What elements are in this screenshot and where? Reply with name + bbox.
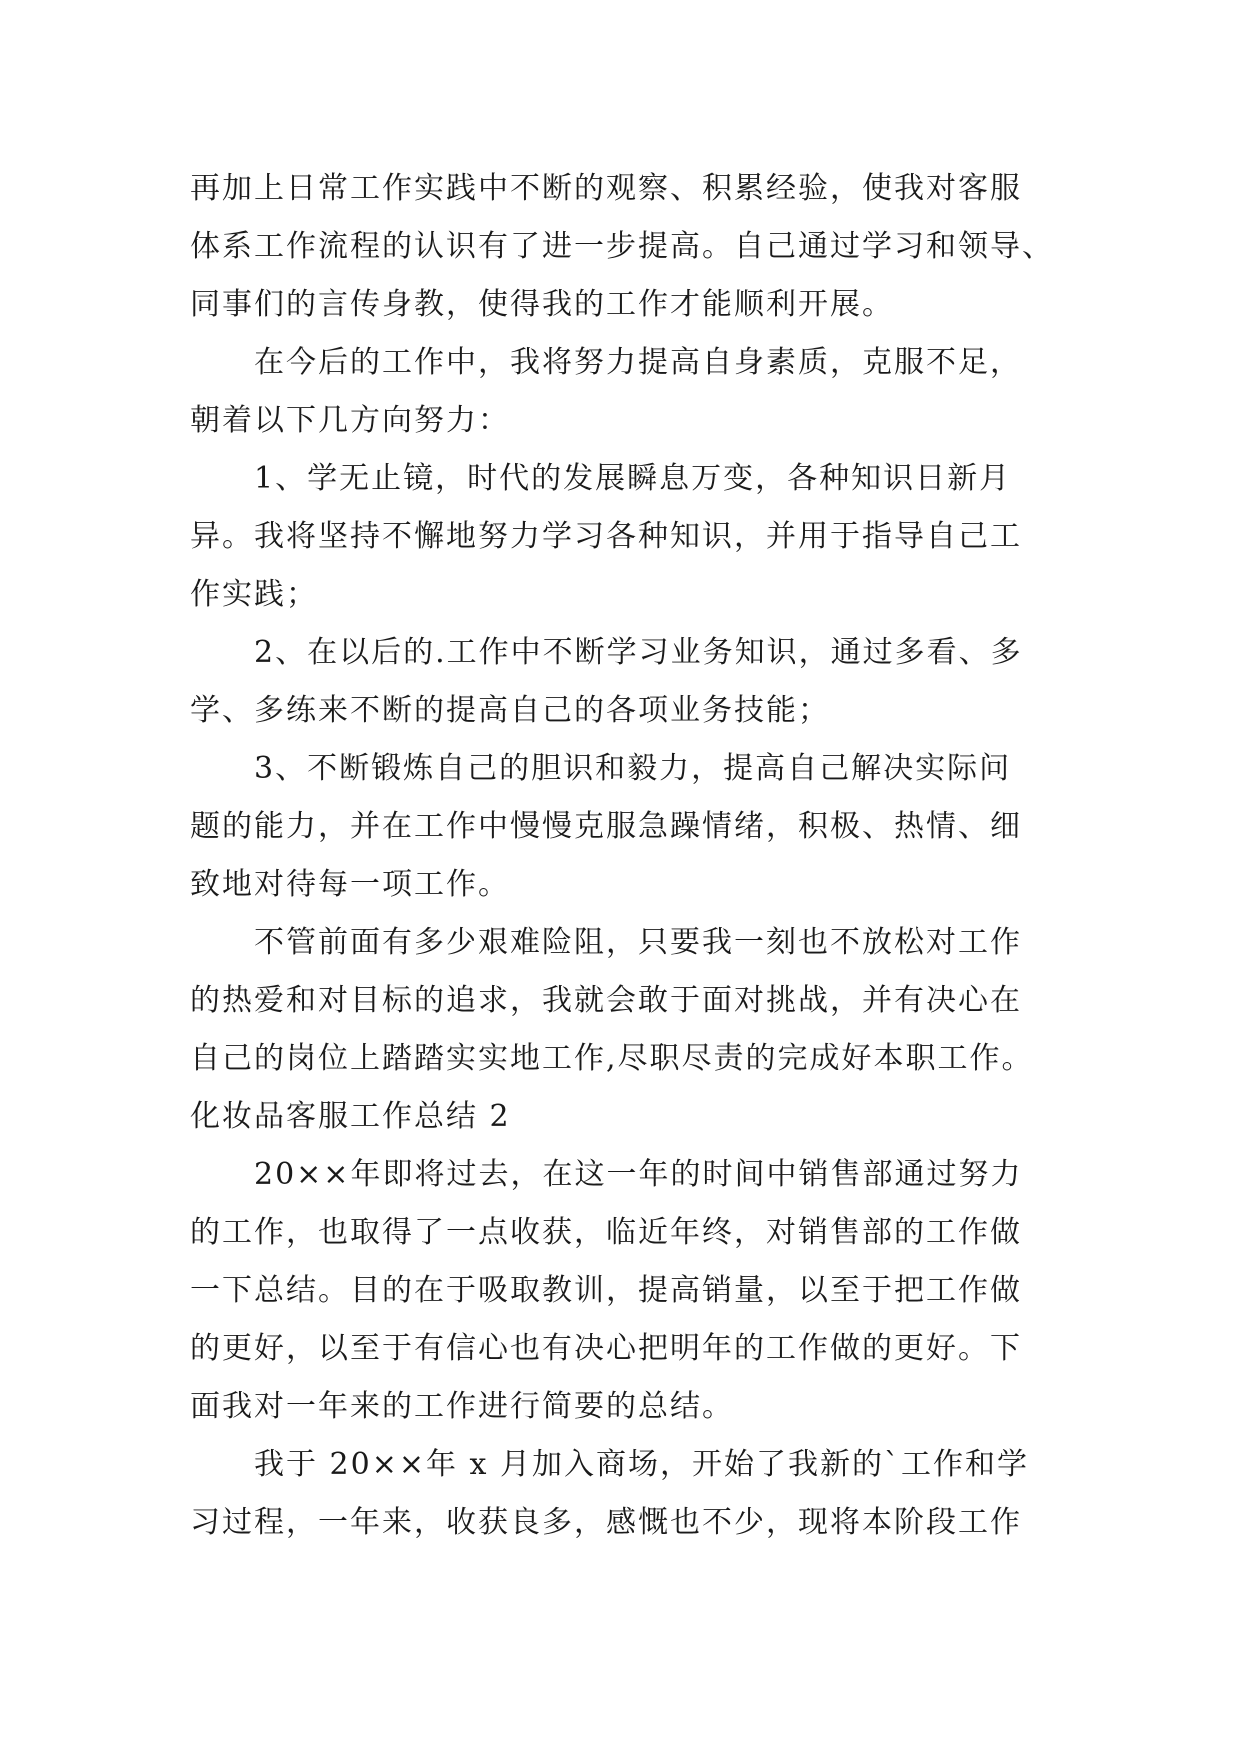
text-line: 的工作，也取得了一点收获，临近年终，对销售部的工作做	[190, 1215, 1022, 1250]
text-line: 体系工作流程的认识有了进一步提高。自己通过学习和领导、	[190, 229, 1054, 264]
text-line: 朝着以下几方向努力：	[190, 403, 510, 438]
text-line: 同事们的言传身教，使得我的工作才能顺利开展。	[190, 287, 894, 322]
text-line: 的热爱和对目标的追求，我就会敢于面对挑战，并有决心在	[190, 983, 1022, 1018]
text-line: 作实践；	[190, 577, 318, 612]
text-line: 习过程，一年来，收获良多，感慨也不少，现将本阶段工作	[190, 1505, 1022, 1540]
text-line: 异。我将坚持不懈地努力学习各种知识，并用于指导自己工	[190, 519, 1022, 554]
text-line: 学、多练来不断的提高自己的各项业务技能；	[190, 693, 830, 728]
text-line: 不管前面有多少艰难险阻，只要我一刻也不放松对工作	[254, 925, 1022, 960]
text-line: 再加上日常工作实践中不断的观察、积累经验，使我对客服	[190, 171, 1022, 206]
document-body	[190, 160, 1090, 1552]
text-line: 自己的岗位上踏踏实实地工作,尽职尽责的完成好本职工作。	[190, 1041, 1034, 1076]
text-line: 化妆品客服工作总结 2	[190, 1099, 511, 1134]
text-line: 1、学无止镜，时代的发展瞬息万变，各种知识日新月	[254, 461, 1012, 496]
text-line: 20××年即将过去，在这一年的时间中销售部通过努力	[254, 1157, 1023, 1192]
text-line: 一下总结。目的在于吸取教训，提高销量，以至于把工作做	[190, 1273, 1022, 1308]
text-line: 的更好，以至于有信心也有决心把明年的工作做的更好。下	[190, 1331, 1022, 1366]
text-line: 致地对待每一项工作。	[190, 867, 510, 902]
text-line: 在今后的工作中，我将努力提高自身素质，克服不足，	[254, 345, 1022, 380]
text-line: 2、在以后的.工作中不断学习业务知识，通过多看、多	[254, 635, 1023, 670]
text-line: 题的能力，并在工作中慢慢克服急躁情绪，积极、热情、细	[190, 809, 1022, 844]
text-line: 面我对一年来的工作进行简要的总结。	[190, 1389, 734, 1424]
text-line: 3、不断锻炼自己的胆识和毅力，提高自己解决实际问	[254, 751, 1012, 786]
text-line: 我于 20××年 x 月加入商场，开始了我新的`工作和学	[254, 1447, 1029, 1482]
